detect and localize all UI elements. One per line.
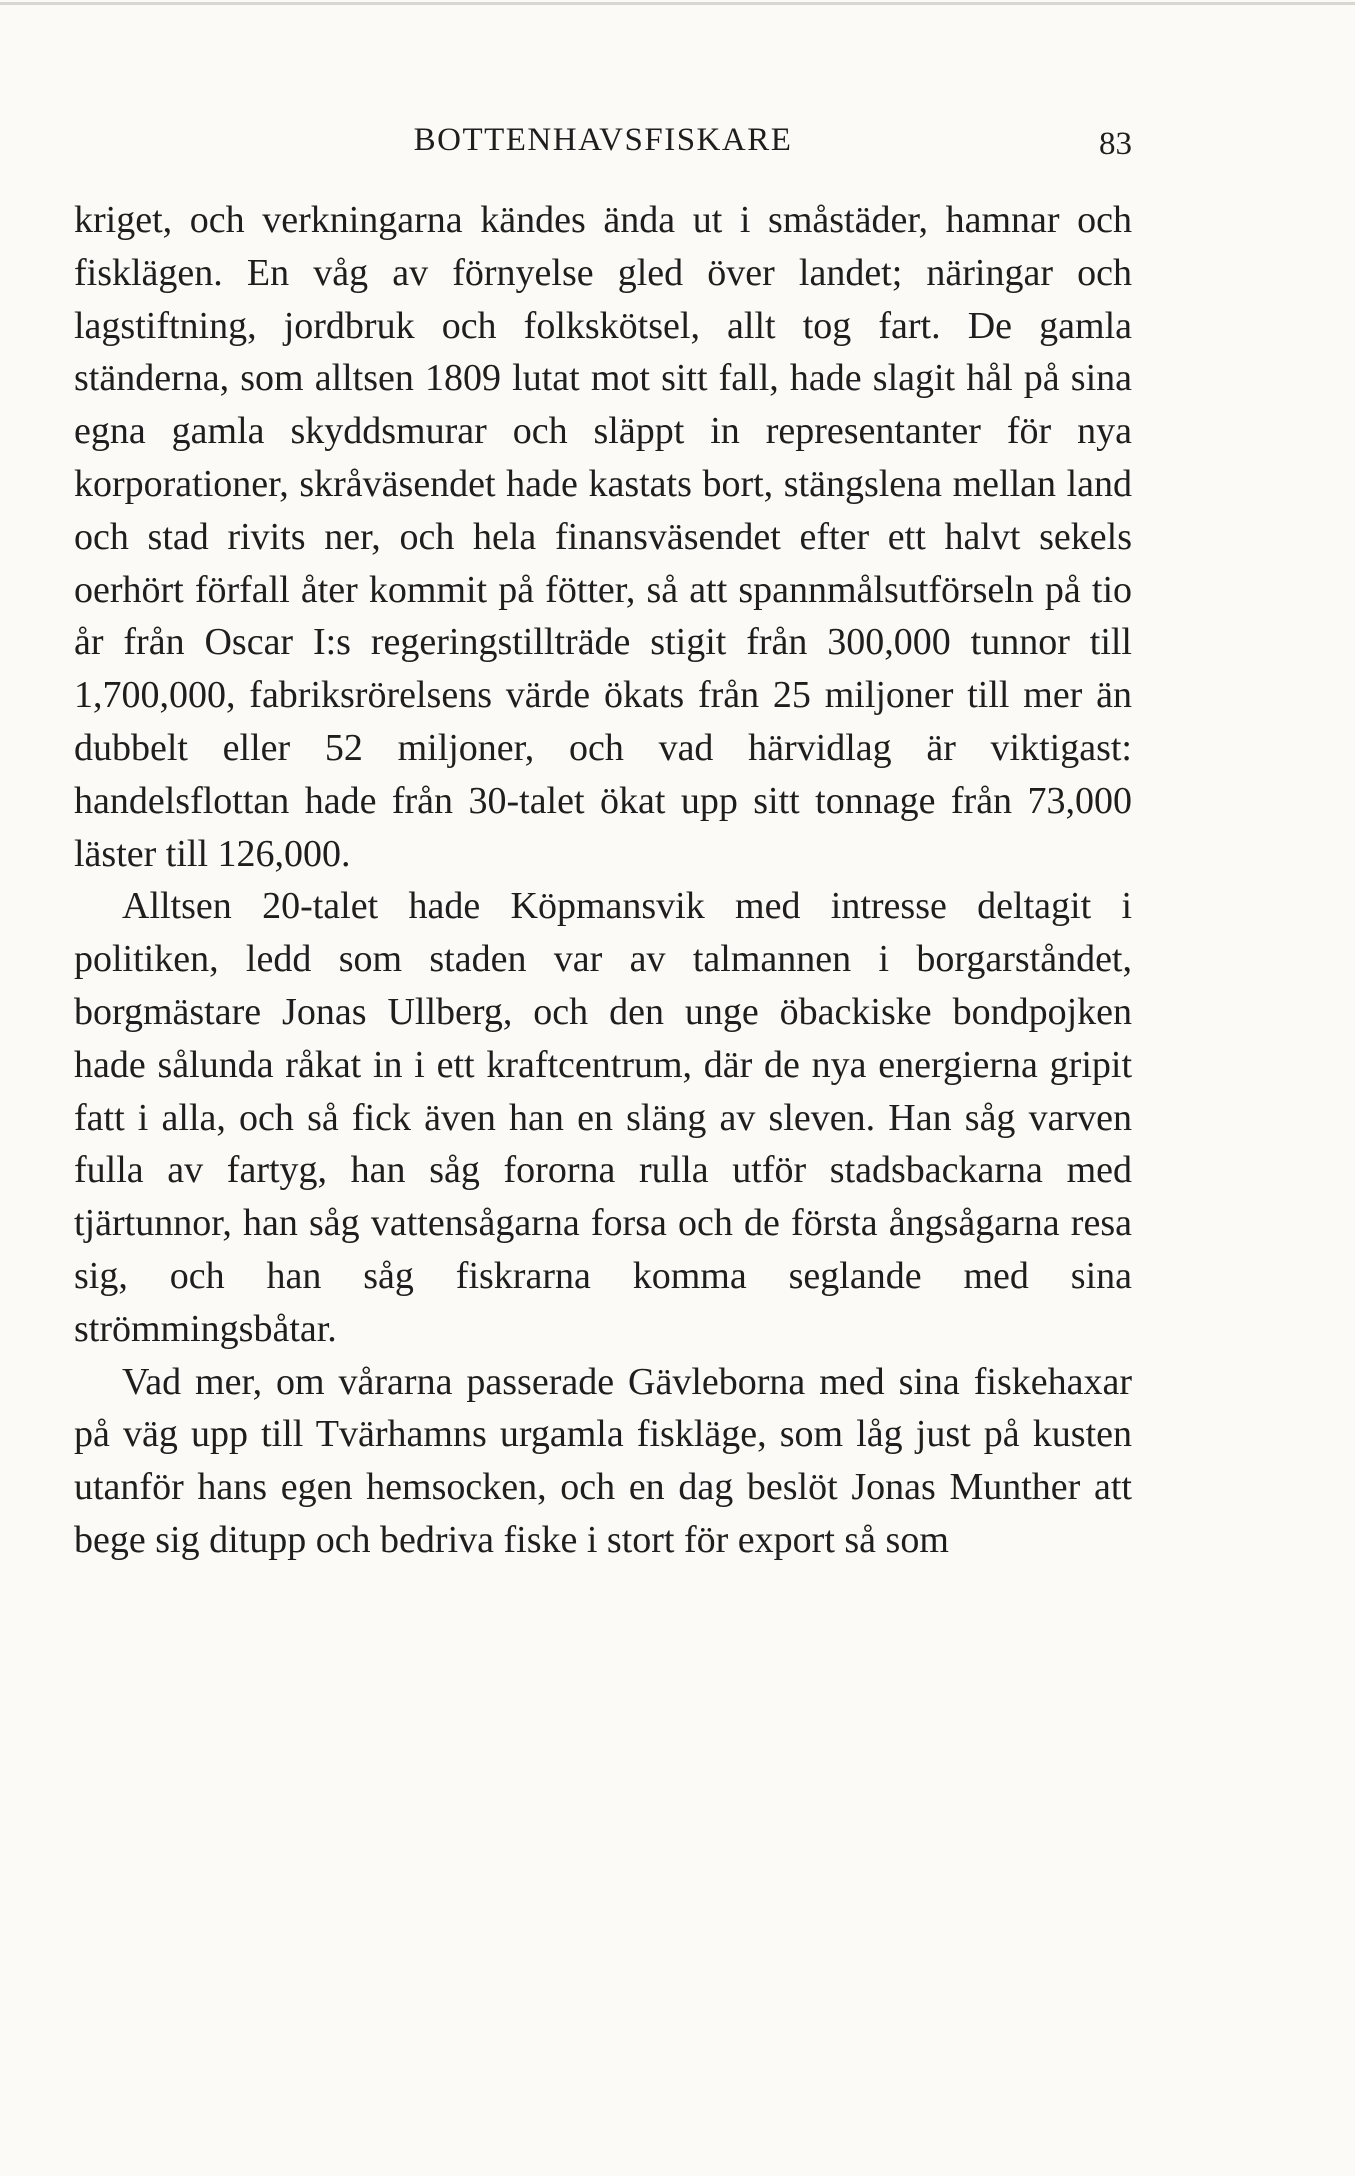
- body-text: [74, 194, 1132, 1567]
- paragraph-3: Vad mer, om vårarna passerade Gävleborna med sina fiskehaxar på väg upp till Tvärhamns urgamla fiskläge, som låg just på kusten utanför hans egen hemsocken, och en dag beslöt Jonas Munther att bege sig ditupp och bedriva fiske i stort för export så som: [74, 1360, 1132, 1561]
- running-header: [74, 122, 1132, 168]
- paragraph-1: kriget, och verkningarna kändes ända ut i småstäder, hamnar och fisklägen. En våg av förnyelse gled över landet; näringar och lagstiftning, jordbruk och folkskötsel, allt tog fart. De gamla ständerna, som alltsen 1809 lutat mot sitt fall, hade slagit hål på sina egna gamla skyddsmurar och släppt in representanter för nya korporationer, skråväsendet hade kastats bort, stängslena mellan land och stad rivits ner, och hela finansväsendet efter ett halvt sekels oerhört förfall åter kommit på fötter, så att spannmålsutförseln på tio år från Oscar I:s regeringstillträde stigit från 300,000 tunnor till 1,700,000, fabriksrörelsens värde ökats från 25 miljoner till mer än dubbelt eller 52 miljoner, och vad härvidlag är viktigast: handelsflottan hade från 30-talet ökat upp sitt tonnage från 73,000 läster till 126,000.: [74, 199, 1132, 875]
- page-number: 83: [1099, 126, 1132, 162]
- page-top-edge: [0, 2, 1355, 5]
- paragraph-2: Alltsen 20-talet hade Köpmansvik med intresse deltagit i politiken, ledd som staden var av talmannen i borgarståndet, borgmästare Jonas Ullberg, och den unge öbackiske bondpojken hade sålunda råkat in i ett kraftcentrum, där de nya energierna gripit fatt i alla, och så fick även han en släng av sleven. Han såg varven fulla av fartyg, han såg fororna rulla utför stadsbackarna med tjärtunnor, han såg vattensågarna forsa och de första ångsågarna resa sig, och han såg fiskrarna komma seglande med sina strömmingsbåtar.: [74, 885, 1132, 1350]
- running-title: BOTTENHAVSFISKARE: [413, 122, 793, 158]
